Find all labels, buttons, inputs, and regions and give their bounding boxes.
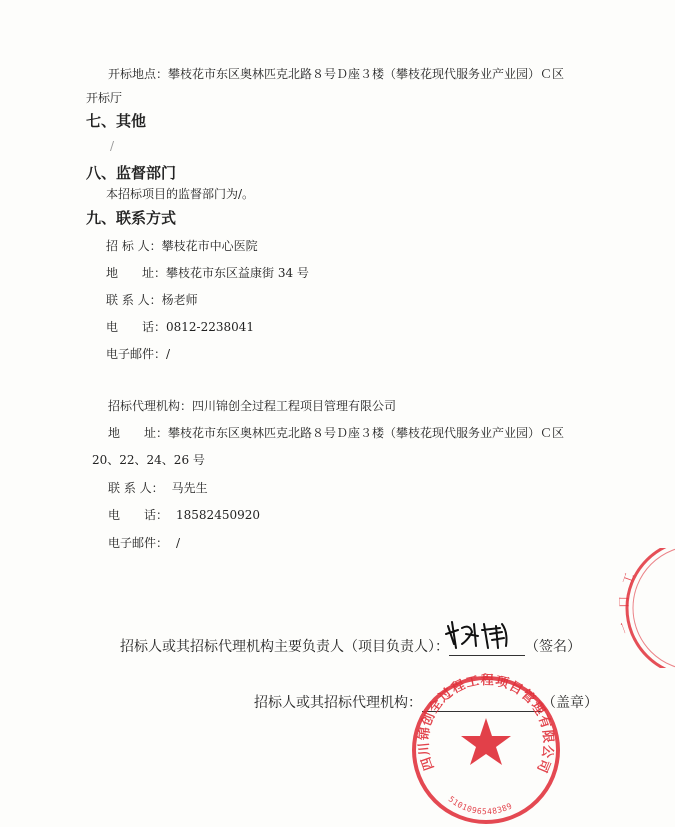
signature-line-2-label: 招标人或其招标代理机构：: [254, 695, 422, 711]
agency-address-line: [108, 425, 564, 441]
svg-text:5101096548389: [447, 795, 514, 817]
partial-seal-stamp: [600, 548, 675, 668]
signature-line-1-label: 招标人或其招标代理机构主要负责人（项目负责人）：: [120, 639, 449, 655]
handwritten-signature: [444, 618, 524, 652]
svg-text:一: 一: [615, 619, 633, 636]
tenderer-address-line: [106, 265, 309, 281]
opening-location-line: [108, 66, 564, 82]
agency-contact-value: 马先生: [171, 481, 208, 495]
section-7-title: 七、其他: [86, 112, 147, 130]
agency-contact-line: [108, 480, 208, 496]
tenderer-email-line: [106, 346, 170, 362]
agency-phone-line: [108, 507, 260, 523]
tenderer-email-value: /: [166, 347, 171, 361]
company-seal-stamp: [406, 672, 566, 824]
tenderer-phone-line: [106, 319, 254, 335]
tenderer-address-label: 地 址：: [106, 266, 167, 280]
tenderer-address-value: 攀枝花市东区益康街 34 号: [166, 266, 309, 280]
svg-text:口: 口: [617, 595, 631, 608]
agency-name-value: 四川锦创全过程工程项目管理有限公司: [192, 399, 397, 413]
agency-contact-label: 联 系 人：: [108, 481, 164, 495]
svg-text:工: 工: [619, 570, 637, 588]
seal-number: 5101096548389: [446, 794, 514, 817]
signature-line-2-suffix: （盖章）: [542, 695, 598, 711]
tenderer-name-label: 招 标 人：: [106, 239, 162, 253]
agency-email-value: /: [176, 536, 181, 550]
seal-star-icon: [461, 718, 511, 765]
agency-name-line: [108, 398, 396, 414]
agency-phone-value: 18582450920: [176, 508, 260, 522]
tenderer-contact-value: 杨老师: [161, 293, 198, 307]
agency-email-line: [108, 535, 180, 551]
opening-location-label: 开标地点：: [108, 67, 169, 81]
tenderer-phone-value: 0812-2238041: [166, 320, 255, 334]
section-8-body: 本招标项目的监督部门为/。: [106, 187, 255, 201]
seal-ring-text: 四川锦创全过程工程项目管理有限公司: [416, 673, 556, 776]
section-8-title: 八、监督部门: [86, 164, 177, 182]
tenderer-phone-label: 电 话：: [106, 320, 167, 334]
agency-phone-label: 电 话：: [108, 508, 169, 522]
agency-name-label: 招标代理机构：: [108, 399, 193, 413]
section-9-title: 九、联系方式: [86, 209, 177, 227]
tenderer-name-value: 攀枝花市中心医院: [161, 239, 258, 253]
agency-address-cont: 20、22、24、26 号: [92, 453, 205, 467]
section-7-body: /: [110, 139, 115, 153]
agency-address-value: 攀枝花市东区奥林匹克北路８号Ｄ座３楼（攀枝花现代服务业产业园）Ｃ区: [168, 426, 565, 440]
tenderer-contact-label: 联 系 人：: [106, 293, 162, 307]
agency-email-label: 电子邮件：: [108, 536, 169, 550]
agency-address-label: 地 址：: [108, 426, 169, 440]
opening-location-value: 攀枝花市东区奥林匹克北路８号Ｄ座３楼（攀枝花现代服务业产业园）Ｃ区: [168, 67, 565, 81]
opening-location-cont: 开标厅: [86, 91, 123, 105]
tenderer-name-line: [106, 238, 258, 254]
tenderer-email-label: 电子邮件：: [106, 347, 167, 361]
tenderer-contact-line: [106, 292, 198, 308]
signature-line-1-suffix: （签名）: [525, 639, 581, 655]
